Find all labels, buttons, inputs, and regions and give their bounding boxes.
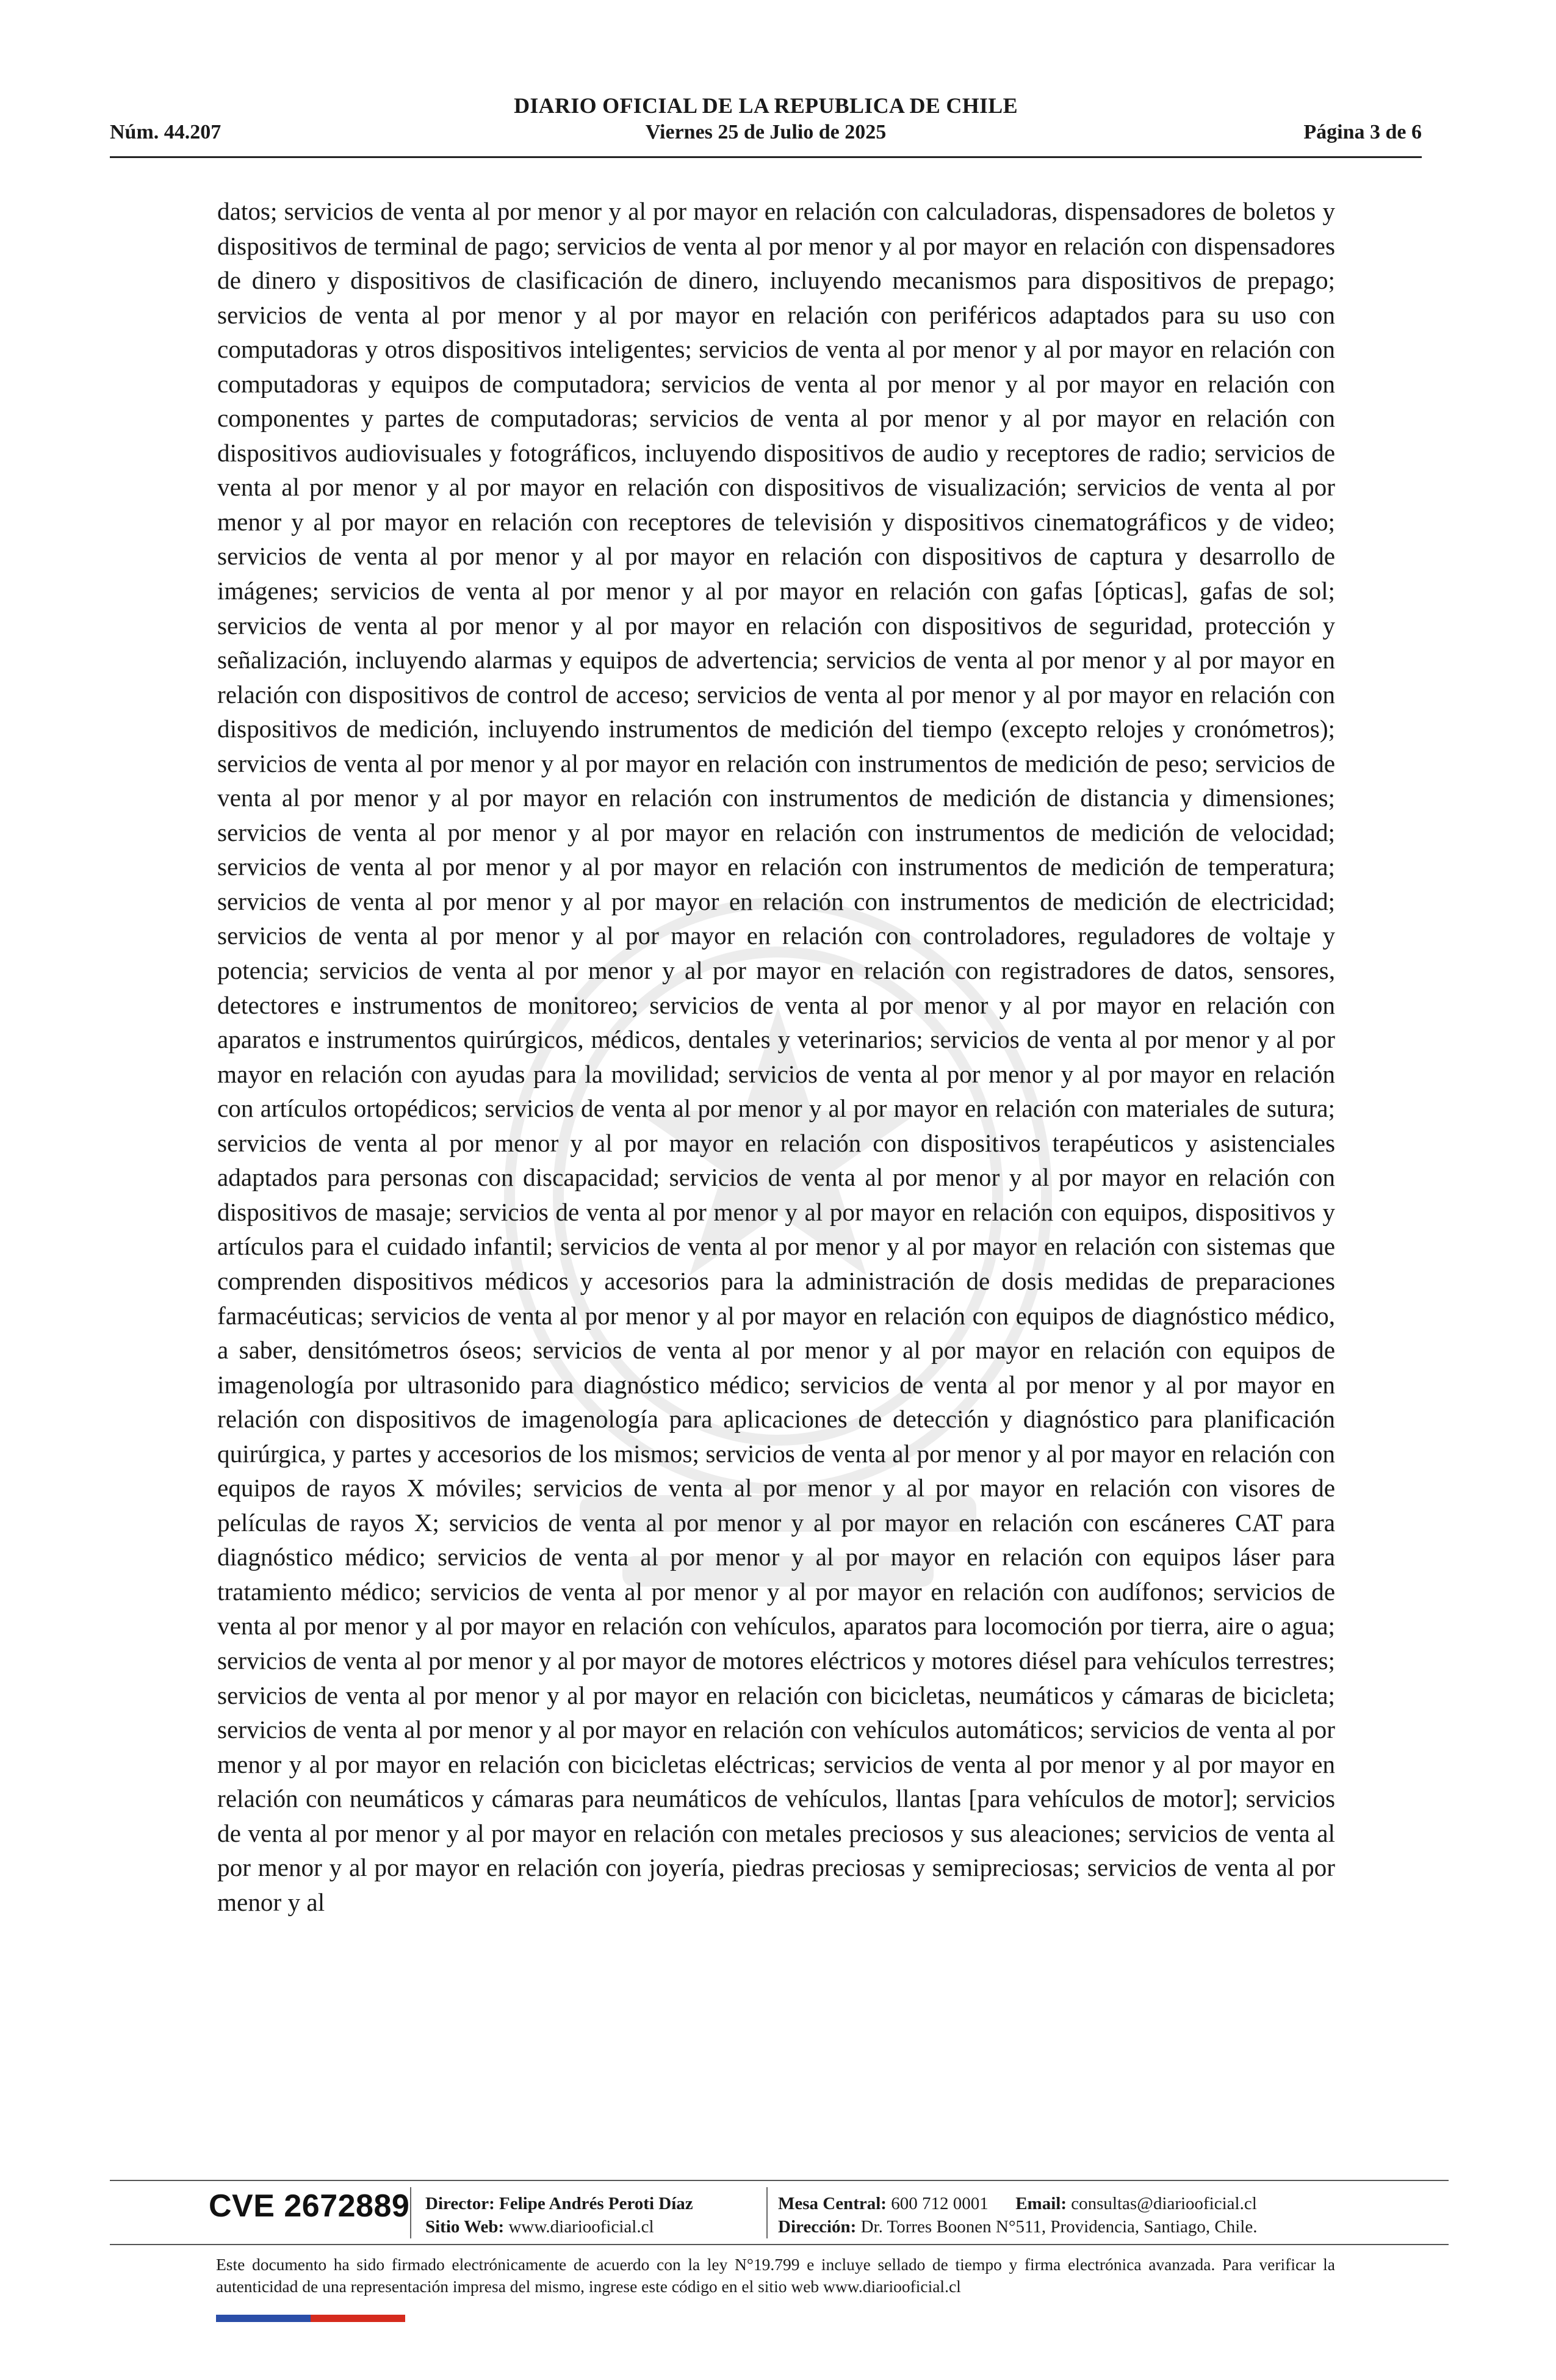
footer-contact-block — [778, 2192, 1257, 2238]
flag-blue-segment — [216, 2315, 311, 2322]
address-label: Dirección: — [778, 2217, 857, 2237]
mesa-phone: 600 712 0001 — [891, 2194, 989, 2213]
footer-separator — [410, 2187, 411, 2238]
page-number: Página 3 de 6 — [1303, 121, 1422, 143]
email-link[interactable]: consultas@diariooficial.cl — [1071, 2194, 1257, 2213]
footer-director-block — [425, 2192, 693, 2238]
cve-code: CVE 2672889 — [209, 2188, 410, 2224]
mesa-label: Mesa Central: — [778, 2194, 887, 2213]
website-label: Sitio Web: — [425, 2217, 505, 2237]
flag-red-segment — [311, 2315, 405, 2322]
footer-separator — [766, 2187, 768, 2238]
footer-divider-top — [110, 2180, 1449, 2181]
newspaper-title: DIARIO OFICIAL DE LA REPUBLICA DE CHILE — [514, 93, 1018, 118]
website-link[interactable]: www.diariooficial.cl — [508, 2217, 654, 2237]
address-value: Dr. Torres Boonen N°511, Providencia, Santiago, Chile. — [860, 2217, 1258, 2237]
header-divider — [110, 156, 1422, 158]
email-label: Email: — [1015, 2194, 1067, 2213]
contact-line — [778, 2192, 1257, 2215]
director-name: Felipe Andrés Peroti Díaz — [499, 2194, 693, 2213]
header-row — [110, 121, 1422, 149]
address-line — [778, 2215, 1257, 2238]
page-header — [110, 93, 1422, 160]
footer-divider-mid — [110, 2244, 1449, 2245]
body-paragraph: datos; servicios de venta al por menor y al por mayor en relación con calculadoras, dispensadores de boletos y dispositivos de terminal de pago; servicios de venta al por menor y al por mayor en relación con dispensadores de dinero y dispositivos de clasificación de dinero, incluyendo mecanismos para dispositivos de prepago; servicios de venta al por menor y al por mayor en relación con periféricos adaptados para su uso con computadoras y otros dispositivos inteligentes; servicios de venta al por menor y al por mayor en relación con computadoras y equipos de computadora; servicios de venta al por menor y al por mayor en relación con componentes y partes de computadoras; servicios de venta al por menor y al por mayor en relación con dispositivos audiovisuales y fotográficos, incluyendo dispositivos de audio y receptores de radio; servicios de venta al por menor y al por mayor en relación con dispositivos de visualización; servicios de venta al por menor y al por mayor en relación con receptores de televisión y dispositivos cinematográficos y de video; servicios de venta al por menor y al por mayor en relación con dispositivos de captura y desarrollo de imágenes; servicios de venta al por menor y al por mayor en relación con gafas [ópticas], gafas de sol; servicios de venta al por menor y al por mayor en relación con dispositivos de seguridad, protección y señalización, incluyendo alarmas y equipos de advertencia; servicios de venta al por menor y al por mayor en relación con dispositivos de control de acceso; servicios de venta al por menor y al por mayor en relación con dispositivos de medición, incluyendo instrumentos de medición del tiempo (excepto relojes y cronómetros); servicios de venta al por menor y al por mayor en relación con instrumentos de medición de peso; servicios de venta al por menor y al por mayor en relación con instrumentos de medición de distancia y dimensiones; servicios de venta al por menor y al por mayor en relación con instrumentos de medición de velocidad; servicios de venta al por menor y al por mayor en relación con instrumentos de medición de temperatura; servicios de venta al por menor y al por mayor en relación con instrumentos de medición de electricidad; servicios de venta al por menor y al por mayor en relación con controladores, reguladores de voltaje y potencia; servicios de venta al por menor y al por mayor en relación con registradores de datos, sensores, detectores e instrumentos de monitoreo; servicios de venta al por menor y al por mayor en relación con aparatos e instrumentos quirúrgicos, médicos, dentales y veterinarios; servicios de venta al por menor y al por mayor en relación con ayudas para la movilidad; servicios de venta al por menor y al por mayor en relación con artículos ortopédicos; servicios de venta al por menor y al por mayor en relación con materiales de sutura; servicios de venta al por menor y al por mayor en relación con dispositivos terapéuticos y asistenciales adaptados para personas con discapacidad; servicios de venta al por menor y al por mayor en relación con dispositivos de masaje; servicios de venta al por menor y al por mayor en relación con equipos, dispositivos y artículos para el cuidado infantil; servicios de venta al por menor y al por mayor en relación con sistemas que comprenden dispositivos médicos y accesorios para la administración de dosis medidas de preparaciones farmacéuticas; servicios de venta al por menor y al por mayor en relación con equipos de diagnóstico médico, a saber, densitómetros óseos; servicios de venta al por menor y al por mayor en relación con equipos de imagenología por ultrasonido para diagnóstico médico; servicios de venta al por menor y al por mayor en relación con dispositivos de imagenología para aplicaciones de detección y diagnóstico para planificación quirúrgica, y partes y accesorios de los mismos; servicios de venta al por menor y al por mayor en relación con equipos de rayos X móviles; servicios de venta al por menor y al por mayor en relación con visores de películas de rayos X; servicios de venta al por menor y al por mayor en relación con escáneres CAT para diagnóstico médico; servicios de venta al por menor y al por mayor en relación con equipos láser para tratamiento médico; servicios de venta al por menor y al por mayor en relación con audífonos; servicios de venta al por menor y al por mayor en relación con vehículos, aparatos para locomoción por tierra, aire o agua; servicios de venta al por menor y al por mayor de motores eléctricos y motores diésel para vehículos terrestres; servicios de venta al por menor y al por mayor en relación con bicicletas, neumáticos y cámaras de bicicleta; servicios de venta al por menor y al por mayor en relación con vehículos automáticos; servicios de venta al por menor y al por mayor en relación con bicicletas eléctricas; servicios de venta al por menor y al por mayor en relación con neumáticos y cámaras para neumáticos de vehículos, llantas [para vehículos de motor]; servicios de venta al por menor y al por mayor en relación con metales preciosos y sus aleaciones; servicios de venta al por menor y al por mayor en relación con joyería, piedras preciosas y semipreciosas; servicios de venta al por menor y al — [217, 197, 1335, 1916]
director-line — [425, 2192, 693, 2215]
legal-notice: Este documento ha sido firmado electrónicamente de acuerdo con la ley N°19.799 e incluye sellado de tiempo y firma electrónica avanzada. Para verificar la autenticidad de una representación impresa del mismo, ingrese este código en el sitio web www.diariooficial.cl — [216, 2255, 1335, 2296]
director-label: Director: — [425, 2194, 495, 2213]
chile-flag-stripe — [216, 2315, 405, 2322]
website-line — [425, 2215, 693, 2238]
issue-number: Núm. 44.207 — [110, 121, 222, 143]
issue-date: Viernes 25 de Julio de 2025 — [645, 121, 887, 143]
